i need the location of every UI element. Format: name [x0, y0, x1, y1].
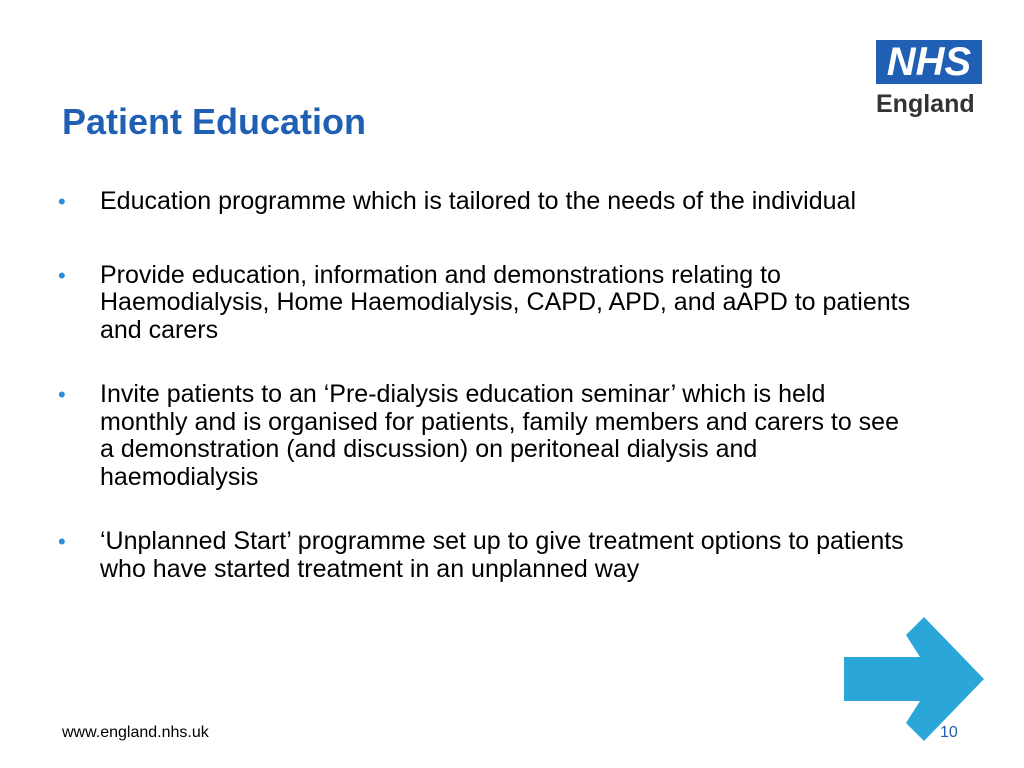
bullet-text: Provide education, information and demonstrations relating to Haemodialysis, Home Haemodialysis, CAPD, APD, and aAPD to patients and carers: [100, 260, 911, 344]
nhs-logo-text: NHS: [886, 40, 972, 84]
nhs-logo-subtitle: England: [876, 90, 975, 118]
bullet-text: Invite patients to an ‘Pre-dialysis education seminar’ which is held monthly and is organised for patients, family members and carers to see a demonstration (and discussion) on peritoneal dialysis and haemodialysis: [100, 380, 899, 491]
bullet-item: [58, 262, 930, 345]
bullet-text: ‘Unplanned Start’ programme set up to give treatment options to patients who have started treatment in an unplanned way: [100, 527, 904, 583]
nhs-england-logo: [876, 40, 984, 118]
arrow-right-shape: [844, 617, 984, 741]
arrow-right-icon: [844, 617, 984, 741]
bullet-list: [58, 188, 938, 620]
nhs-logo-box: [876, 40, 982, 84]
bullet-dot: •: [58, 262, 66, 288]
page-number: 10: [940, 724, 958, 741]
bullet-text: Education programme which is tailored to the needs of the individual: [100, 187, 856, 215]
bullet-dot: •: [58, 189, 66, 214]
bullet-dot: •: [58, 382, 66, 407]
page-title: Patient Education: [62, 101, 367, 142]
bullet-item: [58, 381, 900, 491]
bullet-dot: •: [58, 529, 66, 554]
bullet-item: [58, 528, 930, 583]
bullet-item: [58, 188, 938, 216]
footer-url: www.england.nhs.uk: [62, 724, 209, 741]
